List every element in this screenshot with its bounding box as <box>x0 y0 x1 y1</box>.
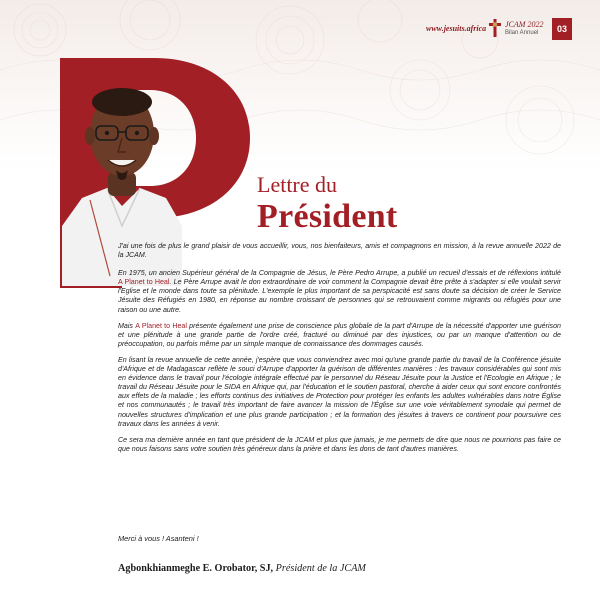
signature-role: Président de la JCAM <box>275 563 366 574</box>
paragraph-3: En lisant la revue annuelle de cette année, j'espère que vous conviendrez avec moi qu'une grande partie du travail de la Conférence jésuite d'Afrique et de Madagascar reflète le souci d'Arrupe d'apporter la guérison de différentes manières : les travaux considérables qui sont mis en évidence dans le travail pour l'écologie intégrale effectué par le personnel du Réseau Jésuite pour la Justice et l'Ecologie en Afrique ; le travail du Réseau Jésuite pour le SIDA en Afrique qui, par l'éducation et le soutien pastoral, cherche à aider ceux qui sont encore confrontés aux effets de la maladie ; les efforts continus des initiatives de Protection pour protéger les enfants les adultes vulnérables dans notre Église et nos communautés ; le travail très important de faire avancer la mission de l'Église sur une voie véritablement synodale qui permet de nouvelles structures d'implication et une plus grande participation ; et la formation des jésuites à travers ce continent pour poursuivre ces travaux dans les années à venir. <box>118 355 561 428</box>
paragraph-1-text-b: . Le Père Arrupe avait le don extraordinaire de voir comment la Compagnie devait être prête à s'adapter si elle voulait servir l'Eglise et le monde dans toute sa plénitude. L'exemple le plus important de sa perspicacité est sans doute sa décision de créer le Service Jésuite des Réfugiés en 1980, en réponse au nombre croissant de personnes qui se retrouvaient comme migrants ou réfugiés pour une raison ou une autre. <box>118 278 561 314</box>
paragraph-2-text-a: Mais <box>118 321 136 330</box>
page-number-badge: 03 <box>552 18 572 40</box>
paragraph-4: Ce sera ma dernière année en tant que président de la JCAM et plus que jamais, je me permets de dire que nous ne pourrions pas faire ce que nous faisons sans votre soutien très généreux dans la prière et dans les dons de tant d'autres manières. <box>118 435 561 453</box>
book-title-reference: A Planet to Heal <box>135 321 187 330</box>
heading-line-1: Lettre du <box>257 172 338 197</box>
paragraph-intro: J'ai une fois de plus le grand plaisir de vous accueillir, vous, nos bienfaiteurs, amis et compagnons en mission, à la revue annuelle 2022 de la JCAM. <box>118 242 561 260</box>
jcam-cross-logo-icon <box>488 18 502 38</box>
paragraph-2-text-b: présente également une prise de conscience plus globale de la part d'Arrupe de la nécessité d'apporter une guérison et une plénitude à une grande partie de l'ordre créé, fracturé ou diminué par des injustices, ou par un manque d'attention ou de préoccupation, ou parfois même par un simple manque de connaissance des dommages causés. <box>118 321 561 348</box>
book-title-reference: A Planet to Heal <box>118 278 170 287</box>
paragraph-2 <box>118 322 561 349</box>
paragraph-1 <box>118 269 561 314</box>
report-title: JCAM 2022 <box>505 20 544 29</box>
paragraph-1-text-a: En 1975, un ancien Supérieur général de la Compagnie de Jésus, le Père Pedro Arrupe, a publié un recueil d'essais et de réflexions intitulé <box>118 269 561 278</box>
website-url[interactable]: www.jesuits.africa <box>426 24 487 33</box>
report-subtitle: Bilan Annuel <box>505 30 539 36</box>
letter-body <box>118 242 561 461</box>
signature-name: Agbonkhianmeghe E. Orobator, SJ, <box>118 563 274 574</box>
signature <box>118 563 366 574</box>
closing-thanks: Merci à vous ! Asanteni ! <box>118 534 199 543</box>
heading-line-2: Président <box>257 198 398 235</box>
